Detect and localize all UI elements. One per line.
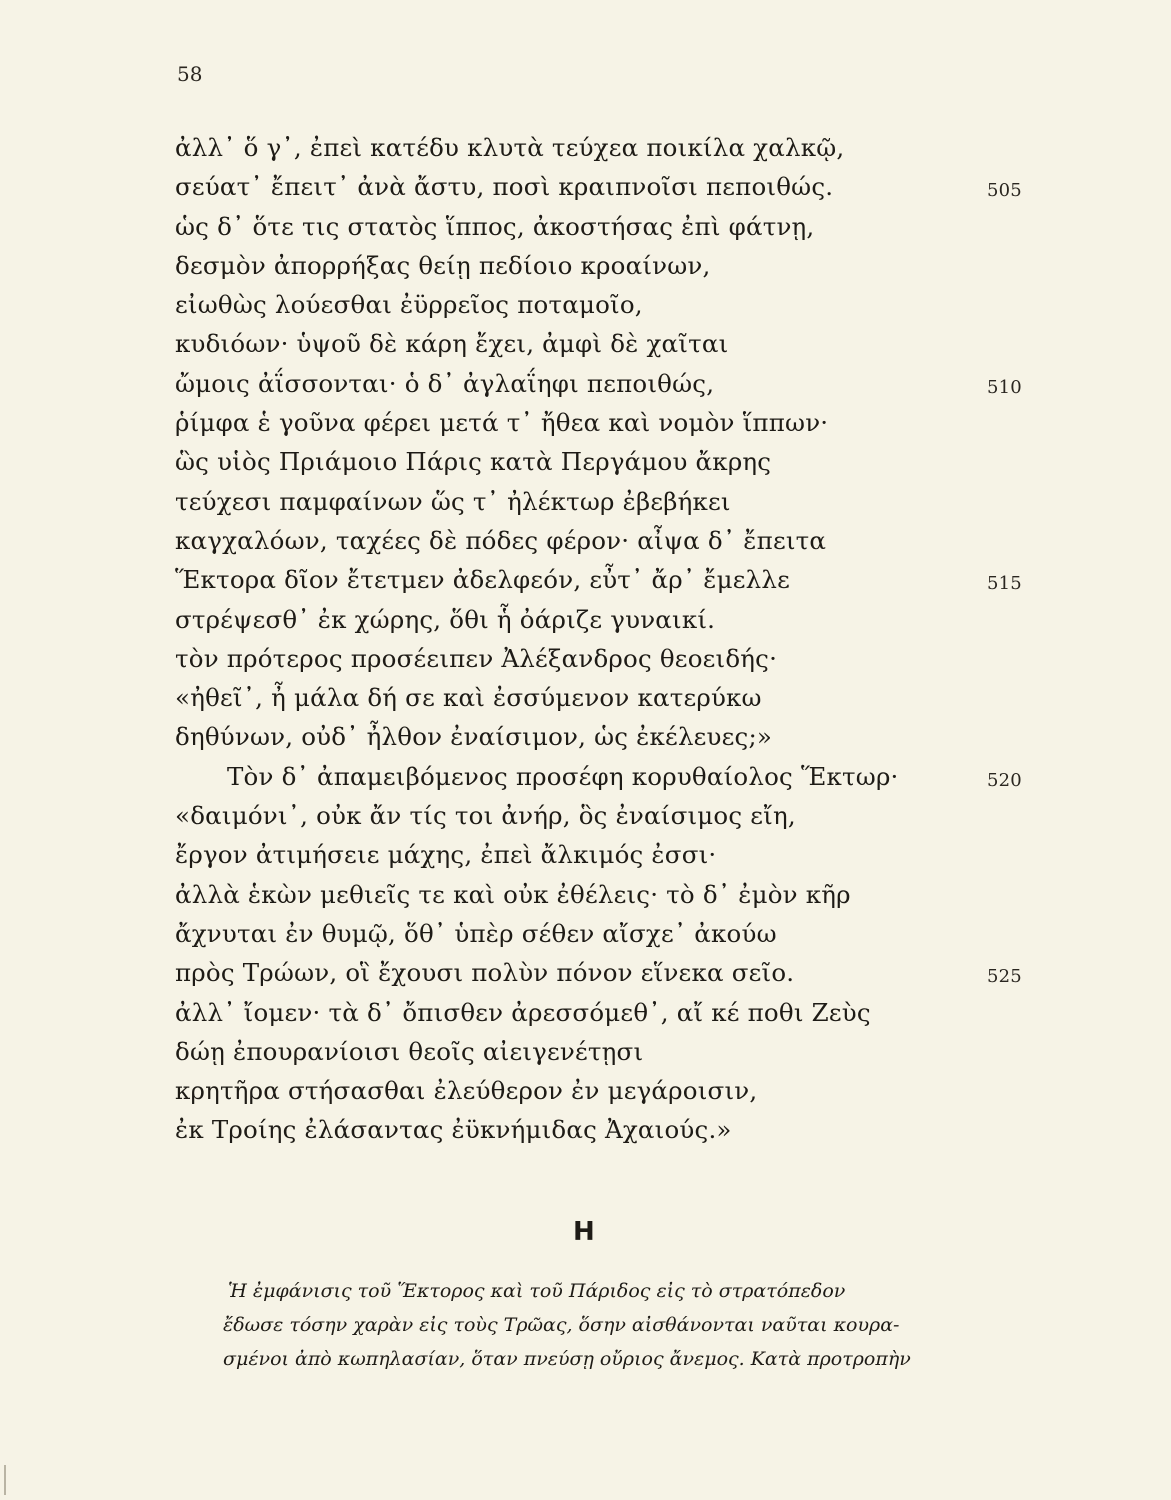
verse-line — [175, 324, 935, 363]
verse-text: ἐκ Τροίης ἐλάσαντας ἐϋκνήμιδας Ἀχαιούς.» — [175, 1115, 732, 1145]
summary-line: σμένοι ἀπὸ κωπηλασίαν, ὅταν πνεύσῃ οὔριος ἄνεμος. Κατὰ προτροπὴν — [223, 1348, 911, 1370]
verse-line — [175, 128, 935, 167]
verse-text: ἀλλὰ ἑκὼν μεθιεῖς τε καὶ οὐκ ἐθέλεις· τὸ δ᾽ ἐμὸν κῆρ — [175, 879, 851, 909]
verse-text: «δαιμόνι᾽, οὐκ ἄν τίς τοι ἀνήρ, ὃς ἐναίσιμος εἴη, — [175, 801, 796, 831]
verse-text: στρέψεσθ᾽ ἐκ χώρης, ὅθι ἧ ὀάριζε γυναικί. — [175, 604, 716, 634]
verse-line — [175, 560, 1022, 599]
verse-text: ὡς δ᾽ ὅτε τις στατὸς ἵππος, ἀκοστήσας ἐπὶ φάτνῃ, — [175, 211, 815, 241]
verse-line — [175, 639, 935, 678]
verse-text: ἀλλ᾽ ὅ γ᾽, ἐπεὶ κατέδυ κλυτὰ τεύχεα ποικίλα χαλκῷ, — [175, 133, 845, 162]
verse-line — [175, 442, 935, 481]
page-number: 58 — [177, 62, 203, 86]
verse-line — [175, 993, 935, 1032]
verse-line — [175, 207, 935, 246]
summary-line: ἔδωσε τόσην χαρὰν εἰς τοὺς Τρῶας, ὅσην αἰσθάνονται ναῦται κουρα- — [223, 1314, 900, 1336]
verse-text: τεύχεσι παμφαίνων ὥς τ᾽ ἠλέκτωρ ἐβεβήκει — [175, 486, 731, 516]
verse-text: δώῃ ἐπουρανίοισι θεοῖς αἰειγενέτῃσι — [175, 1036, 644, 1066]
summary-line: Ἡ ἐμφάνισις τοῦ Ἕκτορος καὶ τοῦ Πάριδος εἰς τὸ στρατόπεδον — [228, 1280, 846, 1302]
verse-text: ἔργον ἀτιμήσειε μάχης, ἐπεὶ ἄλκιμός ἐσσι· — [175, 840, 717, 870]
line-number: 505 — [987, 180, 1022, 202]
verse-text: ῥίμφα ἑ γοῦνα φέρει μετά τ᾽ ἤθεα καὶ νομὸν ἵππων· — [175, 408, 829, 438]
verse-line — [175, 953, 1022, 992]
verse-text: δηθύνων, οὐδ᾽ ἦλθον ἐναίσιμον, ὡς ἐκέλευες;» — [175, 722, 773, 752]
verse-text: Ἕκτορα δῖον ἔτετμεν ἀδελφεόν, εὖτ᾽ ἄρ᾽ ἔμελλε — [175, 565, 790, 595]
line-number: 520 — [987, 769, 1022, 791]
verse-text: πρὸς Τρώων, οἳ ἔχουσι πολὺν πόνον εἵνεκα σεῖο. — [175, 958, 795, 988]
verse-text: κρητῆρα στήσασθαι ἐλεύθερον ἐν μεγάροισιν, — [175, 1076, 758, 1106]
verse-line — [175, 403, 935, 442]
verse-line — [175, 875, 935, 914]
verse-line — [175, 482, 935, 521]
line-number: 510 — [987, 376, 1022, 398]
line-number: 515 — [987, 573, 1022, 595]
verse-line — [175, 364, 1022, 403]
verse-text: ὣς υἱὸς Πριάμοιο Πάρις κατὰ Περγάμου ἄκρης — [175, 447, 772, 477]
verse-line — [175, 796, 935, 835]
verse-text: καγχαλόων, ταχέες δὲ πόδες φέρον· αἶψα δ᾽ ἔπειτα — [175, 525, 827, 555]
verse-line — [175, 1071, 935, 1110]
verse-text: ἄχνυται ἐν θυμῷ, ὅθ᾽ ὑπὲρ σέθεν αἴσχε᾽ ἀκούω — [175, 918, 777, 948]
scan-edge-mark — [4, 1465, 6, 1495]
book-letter: Η — [573, 1217, 595, 1247]
verse-text: Τὸν δ᾽ ἀπαμειβόμενος προσέφη κορυθαίολος Ἕκτωρ· — [227, 761, 899, 791]
verse-text: ἀλλ᾽ ἴομεν· τὰ δ᾽ ὄπισθεν ἀρεσσόμεθ᾽, αἴ κέ ποθι Ζεὺς — [175, 997, 871, 1027]
verse-line — [175, 167, 1022, 206]
verse-line — [175, 521, 935, 560]
verse-line — [175, 717, 935, 756]
verse-line — [175, 285, 935, 324]
verse-text: εἰωθὼς λούεσθαι ἐϋρρεῖος ποταμοῖο, — [175, 290, 643, 320]
verse-text: ὤμοις ἀΐσσονται· ὁ δ᾽ ἀγλαΐηφι πεποιθώς, — [175, 368, 715, 398]
verse-text: τὸν πρότερος προσέειπεν Ἀλέξανδρος θεοειδής· — [175, 643, 778, 673]
verse-line — [175, 678, 935, 717]
verse-line — [175, 914, 935, 953]
verse-text: σεύατ᾽ ἔπειτ᾽ ἀνὰ ἄστυ, ποσὶ κραιπνοῖσι πεποιθώς. — [175, 172, 834, 202]
verse-line — [175, 1110, 935, 1149]
verse-line — [175, 835, 935, 874]
verse-line — [175, 757, 1022, 796]
verse-block — [175, 128, 1022, 1150]
verse-line — [175, 1032, 935, 1071]
verse-text: κυδιόων· ὑψοῦ δὲ κάρη ἔχει, ἀμφὶ δὲ χαῖται — [175, 329, 729, 359]
line-number: 525 — [987, 966, 1022, 988]
verse-text: δεσμὸν ἀπορρήξας θείῃ πεδίοιο κροαίνων, — [175, 250, 711, 280]
verse-text: «ἠθεῖ᾽, ἦ μάλα δή σε καὶ ἐσσύμενον κατερύκω — [175, 683, 762, 713]
verse-line — [175, 246, 935, 285]
book-summary — [223, 1274, 1028, 1376]
verse-line — [175, 600, 935, 639]
